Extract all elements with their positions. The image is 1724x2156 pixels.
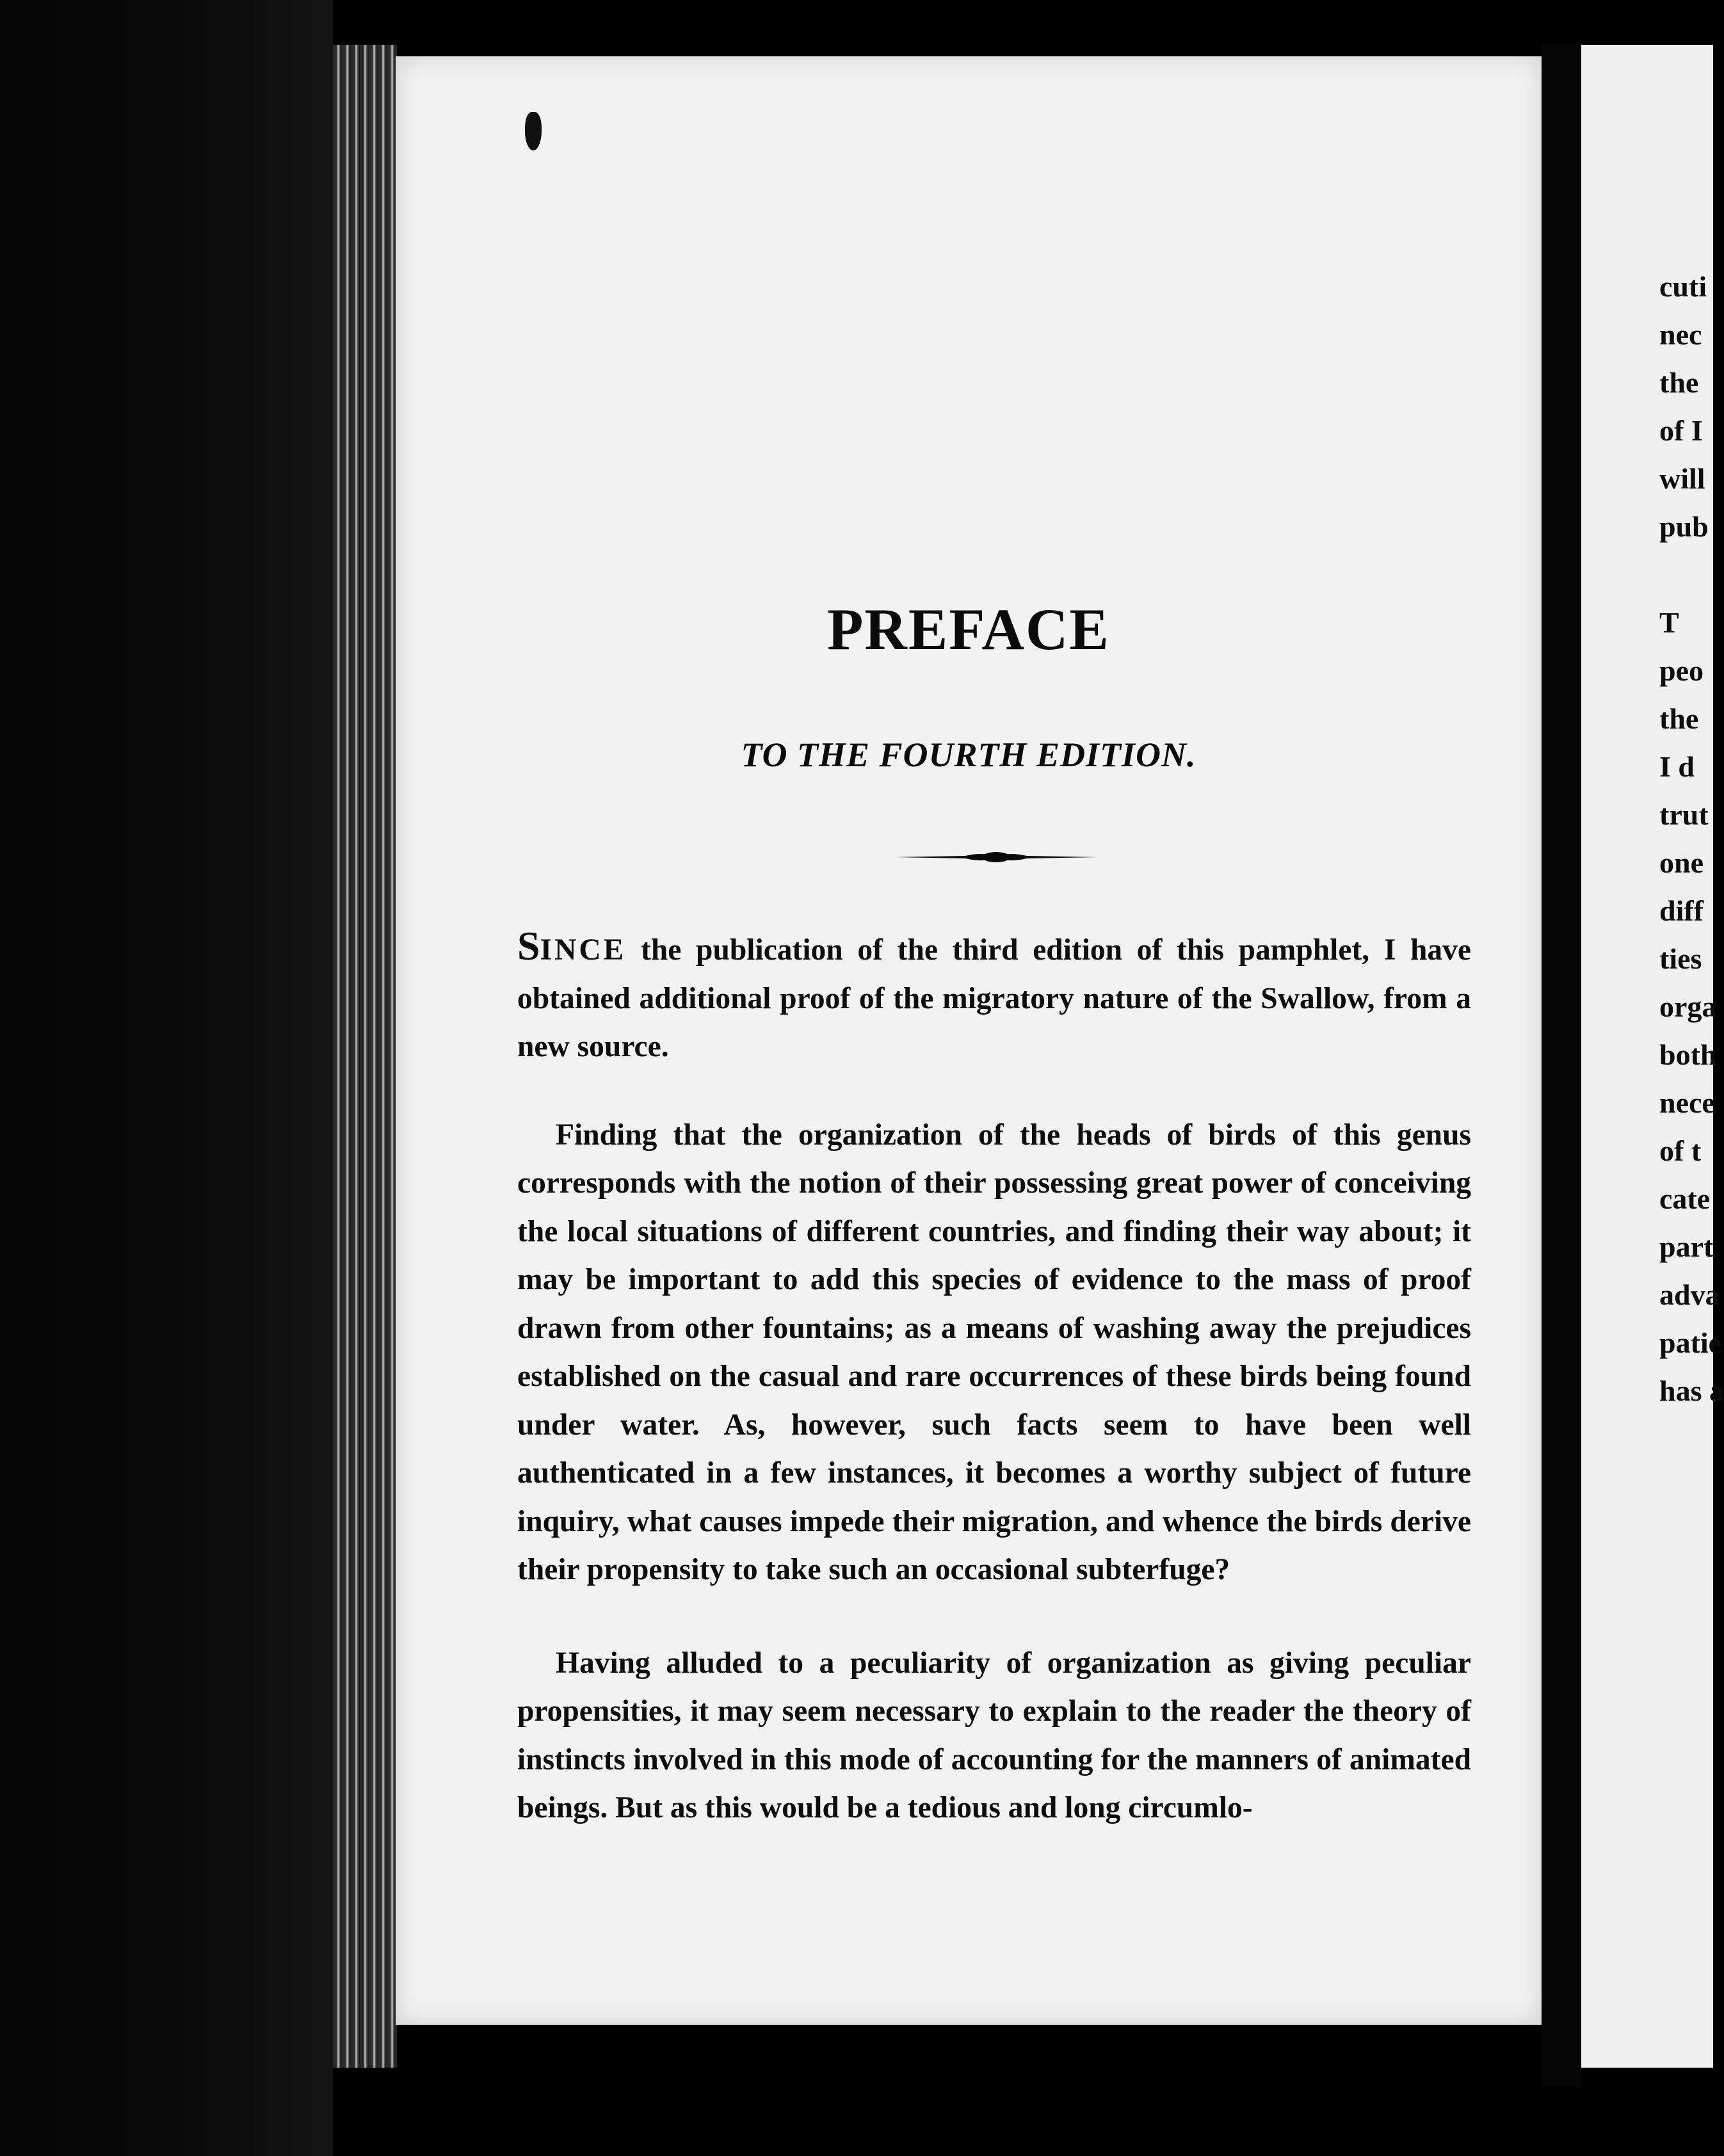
facing-page-line: has a [1659,1374,1724,1407]
facing-page-line: nece [1659,1086,1715,1119]
facing-page-line: will [1659,462,1705,495]
facing-page-line [1659,551,1713,599]
facing-page-line: peo [1659,654,1704,687]
scanner-background [0,0,333,2156]
facing-page-line: the [1659,366,1699,399]
facing-page-line: part [1659,1230,1714,1263]
facing-page-line: cate [1659,1182,1711,1215]
facing-page-line: ties [1659,942,1702,975]
facing-page-line: adva [1659,1278,1720,1311]
drop-cap: S [517,923,540,969]
facing-page-line: one [1659,846,1704,879]
facing-page-line: diff [1659,894,1704,927]
facing-page-line: I d [1659,750,1695,783]
facing-page-line: pub [1659,510,1709,543]
facing-page-line: both [1659,1038,1717,1071]
facing-page-line: the [1659,702,1699,735]
facing-page-line: orga [1659,990,1717,1023]
paragraph-3: Having alluded to a peculiarity of organization as giving peculiar propensities, it may seem necessary to explain to the reader the theory of instincts involved in this mode of accounting for the manners of animated beings. But as this would be a tedious and long circumlo- [517,1646,1471,1824]
facing-page-line: trut [1659,798,1709,831]
facing-page-line: of I [1659,414,1703,447]
facing-page-line: nec [1659,318,1702,351]
paragraph-1 [517,922,1471,1072]
paragraph-2: Finding that the organization of the heads of birds of this genus corresponds with the notion of their possessing great power of conceiving the local situations of different countries, and finding their way about; it may be important to add this species of evidence to the mass of proof drawn from other fountains; as a means of washing away the prejudices established on the casual and rare occurrences of these birds being found under water. As, however, such facts seem to have been well authenticated in a few instances, it becomes a worthy subject of future inquiry, what causes impede their migration, and whence the birds derive their propensity to take such an occasional subterfuge? [517,1118,1471,1586]
preface-subtitle: TO THE FOURTH EDITION. [741,736,1196,774]
book-gutter [1542,45,1581,2087]
preface-body [517,922,1471,1833]
facing-page-line: patie [1659,1326,1722,1359]
facing-page-line: cuti [1659,270,1707,303]
facing-page-line: of t [1659,1134,1702,1167]
preface-title: PREFACE [827,597,1110,662]
book-page-edges [333,45,397,2068]
facing-page-line: T [1659,606,1679,639]
small-caps-word: INCE [540,933,627,967]
ink-smudge [525,112,542,150]
paragraph-1-text: the publication of the third edition of this pamphlet, I have obtained additional proof of the migratory nature of the Swallow, from a new source. [517,933,1471,1063]
facing-page-text [1659,262,1724,1415]
ornament-rule [895,848,1097,867]
